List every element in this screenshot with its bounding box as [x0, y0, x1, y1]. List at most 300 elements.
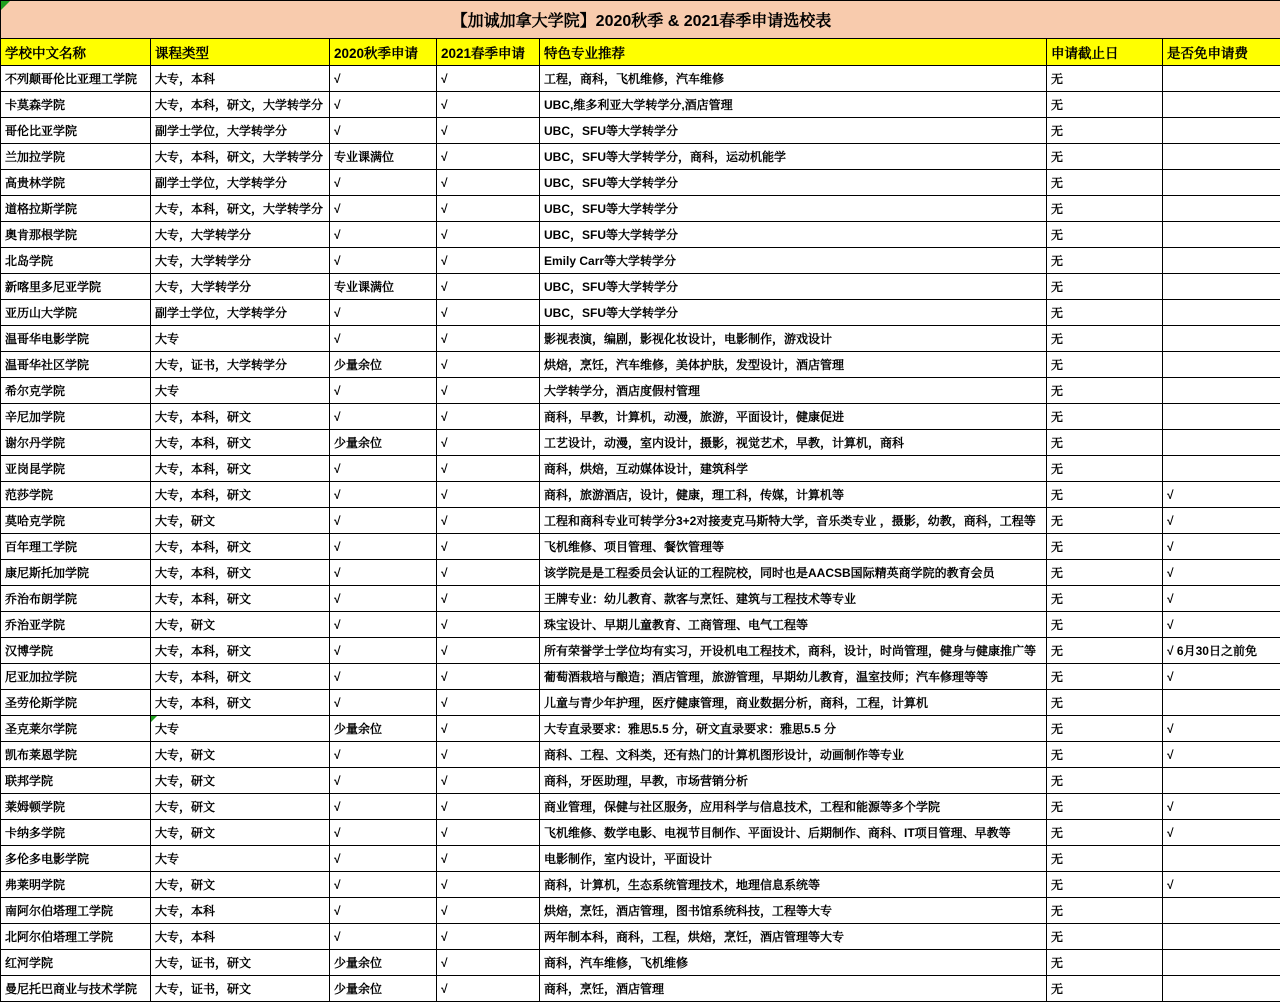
deadline-cell[interactable]: 无 [1047, 508, 1163, 534]
fee-waiver-cell[interactable] [1163, 898, 1280, 924]
school-name-cell[interactable]: 不列颠哥伦比亚理工学院 [1, 66, 151, 92]
fee-waiver-cell[interactable] [1163, 196, 1280, 222]
program-types-cell[interactable]: 大专，研文 [151, 768, 330, 794]
featured-majors-cell[interactable]: UBC，SFU等大学转学分 [540, 118, 1047, 144]
school-name-cell[interactable]: 范莎学院 [1, 482, 151, 508]
fee-waiver-cell[interactable] [1163, 300, 1280, 326]
spring-2021-application-cell[interactable]: √ [437, 170, 540, 196]
deadline-cell[interactable]: 无 [1047, 612, 1163, 638]
school-name-cell[interactable]: 谢尔丹学院 [1, 430, 151, 456]
school-name-cell[interactable]: 兰加拉学院 [1, 144, 151, 170]
fall-2020-application-cell[interactable]: √ [330, 118, 437, 144]
featured-majors-cell[interactable]: UBC，SFU等大学转学分 [540, 222, 1047, 248]
fall-2020-application-cell[interactable]: √ [330, 872, 437, 898]
deadline-cell[interactable]: 无 [1047, 456, 1163, 482]
fee-waiver-cell[interactable] [1163, 222, 1280, 248]
school-name-cell[interactable]: 圣克莱尔学院 [1, 716, 151, 742]
school-name-cell[interactable]: 莱姆顿学院 [1, 794, 151, 820]
program-types-cell[interactable]: 大专 [151, 716, 330, 742]
fall-2020-application-cell[interactable]: √ [330, 924, 437, 950]
table-row [1, 716, 1280, 742]
table-row [1, 300, 1280, 326]
table-row [1, 144, 1280, 170]
program-types-cell[interactable]: 副学士学位，大学转学分 [151, 170, 330, 196]
fall-2020-application-cell[interactable]: 专业课满位 [330, 144, 437, 170]
school-name-cell[interactable]: 多伦多电影学院 [1, 846, 151, 872]
fall-2020-application-cell[interactable]: √ [330, 222, 437, 248]
program-types-cell[interactable]: 大专，本科，研文，大学转学分 [151, 144, 330, 170]
featured-majors-cell[interactable]: 两年制本科，商科，工程，烘焙，烹饪，酒店管理等大专 [540, 924, 1047, 950]
spring-2021-application-cell[interactable]: √ [437, 768, 540, 794]
deadline-cell[interactable]: 无 [1047, 352, 1163, 378]
table-row [1, 508, 1280, 534]
table-row [1, 924, 1280, 950]
fall-2020-application-cell[interactable]: 少量余位 [330, 950, 437, 976]
table-row [1, 872, 1280, 898]
fall-2020-application-cell[interactable]: √ [330, 768, 437, 794]
deadline-cell[interactable]: 无 [1047, 976, 1163, 1002]
table-row [1, 118, 1280, 144]
spring-2021-application-cell[interactable]: √ [437, 976, 540, 1002]
fee-waiver-cell[interactable]: √ [1163, 742, 1280, 768]
featured-majors-cell[interactable]: 飞机维修、项目管理、餐饮管理等 [540, 534, 1047, 560]
featured-majors-cell[interactable]: 商科，早教，计算机，动漫，旅游，平面设计，健康促进 [540, 404, 1047, 430]
spring-2021-application-cell[interactable]: √ [437, 950, 540, 976]
school-name-cell[interactable]: 康尼斯托加学院 [1, 560, 151, 586]
column-header-fee-waiver[interactable]: 是否免申请费 [1163, 39, 1280, 66]
fall-2020-application-cell[interactable]: √ [330, 560, 437, 586]
spring-2021-application-cell[interactable]: √ [437, 638, 540, 664]
table-row [1, 92, 1280, 118]
deadline-cell[interactable]: 无 [1047, 404, 1163, 430]
spring-2021-application-cell[interactable]: √ [437, 898, 540, 924]
featured-majors-cell[interactable]: 商科，计算机，生态系统管理技术，地理信息系统等 [540, 872, 1047, 898]
table-row [1, 846, 1280, 872]
spring-2021-application-cell[interactable]: √ [437, 144, 540, 170]
program-types-cell[interactable]: 大专，研文 [151, 742, 330, 768]
featured-majors-cell[interactable]: 商科，牙医助理，早教，市场营销分析 [540, 768, 1047, 794]
school-name-cell[interactable]: 北阿尔伯塔理工学院 [1, 924, 151, 950]
column-header-school-name[interactable]: 学校中文名称 [1, 39, 151, 66]
fee-waiver-cell[interactable]: √ [1163, 560, 1280, 586]
featured-majors-cell[interactable]: UBC，SFU等大学转学分，商科，运动机能学 [540, 144, 1047, 170]
table-row [1, 742, 1280, 768]
school-name-cell[interactable]: 百年理工学院 [1, 534, 151, 560]
school-name-cell[interactable]: 亚历山大学院 [1, 300, 151, 326]
table-row [1, 976, 1280, 1002]
program-types-cell[interactable]: 大专，本科，研文 [151, 638, 330, 664]
featured-majors-cell[interactable]: UBC，SFU等大学转学分 [540, 274, 1047, 300]
featured-majors-cell[interactable]: 王牌专业：幼儿教育、款客与烹饪、建筑与工程技术等专业 [540, 586, 1047, 612]
fee-waiver-cell[interactable] [1163, 924, 1280, 950]
fee-waiver-cell[interactable]: √ [1163, 612, 1280, 638]
featured-majors-cell[interactable]: 工程，商科，飞机维修，汽车维修 [540, 66, 1047, 92]
deadline-cell[interactable]: 无 [1047, 638, 1163, 664]
deadline-cell[interactable]: 无 [1047, 482, 1163, 508]
spring-2021-application-cell[interactable]: √ [437, 560, 540, 586]
featured-majors-cell[interactable]: 珠宝设计、早期儿童教育、工商管理、电气工程等 [540, 612, 1047, 638]
header-row [1, 39, 1280, 66]
fee-waiver-cell[interactable] [1163, 378, 1280, 404]
spring-2021-application-cell[interactable]: √ [437, 664, 540, 690]
spring-2021-application-cell[interactable]: √ [437, 534, 540, 560]
table-row [1, 196, 1280, 222]
featured-majors-cell[interactable]: 电影制作，室内设计，平面设计 [540, 846, 1047, 872]
spring-2021-application-cell[interactable]: √ [437, 352, 540, 378]
fall-2020-application-cell[interactable]: 少量余位 [330, 430, 437, 456]
featured-majors-cell[interactable]: Emily Carr等大学转学分 [540, 248, 1047, 274]
spring-2021-application-cell[interactable]: √ [437, 872, 540, 898]
error-flag-icon [151, 716, 157, 722]
table-row [1, 404, 1280, 430]
fee-waiver-cell[interactable] [1163, 352, 1280, 378]
spring-2021-application-cell[interactable]: √ [437, 612, 540, 638]
program-types-cell[interactable]: 大专，本科，研文 [151, 690, 330, 716]
deadline-cell[interactable]: 无 [1047, 768, 1163, 794]
school-name-cell[interactable]: 尼亚加拉学院 [1, 664, 151, 690]
deadline-cell[interactable]: 无 [1047, 222, 1163, 248]
fall-2020-application-cell[interactable]: 少量余位 [330, 976, 437, 1002]
deadline-cell[interactable]: 无 [1047, 742, 1163, 768]
featured-majors-cell[interactable]: 工艺设计，动漫，室内设计，摄影，视觉艺术，早教，计算机，商科 [540, 430, 1047, 456]
fee-waiver-cell[interactable]: √ [1163, 664, 1280, 690]
deadline-cell[interactable]: 无 [1047, 300, 1163, 326]
featured-majors-cell[interactable]: UBC，SFU等大学转学分 [540, 170, 1047, 196]
spring-2021-application-cell[interactable]: √ [437, 430, 540, 456]
featured-majors-cell[interactable]: 大学转学分，酒店度假村管理 [540, 378, 1047, 404]
table-row [1, 586, 1280, 612]
featured-majors-cell[interactable]: UBC，SFU等大学转学分 [540, 300, 1047, 326]
table-row [1, 482, 1280, 508]
fall-2020-application-cell[interactable]: 少量余位 [330, 716, 437, 742]
featured-majors-cell[interactable]: 商科、工程、文科类，还有热门的计算机图形设计，动画制作等专业 [540, 742, 1047, 768]
deadline-cell[interactable]: 无 [1047, 716, 1163, 742]
table-row [1, 170, 1280, 196]
fee-waiver-cell[interactable]: √ [1163, 482, 1280, 508]
fall-2020-application-cell[interactable]: 少量余位 [330, 352, 437, 378]
school-name-cell[interactable]: 奥肯那根学院 [1, 222, 151, 248]
deadline-cell[interactable]: 无 [1047, 846, 1163, 872]
fall-2020-application-cell[interactable]: √ [330, 820, 437, 846]
deadline-cell[interactable]: 无 [1047, 664, 1163, 690]
program-types-cell[interactable]: 大专，研文 [151, 794, 330, 820]
table-row [1, 768, 1280, 794]
column-header-featured-majors[interactable]: 特色专业推荐 [540, 39, 1047, 66]
featured-majors-cell[interactable]: 飞机维修、数学电影、电视节目制作、平面设计、后期制作、商科、IT项目管理、早教等 [540, 820, 1047, 846]
featured-majors-cell[interactable]: 商科，汽车维修，飞机维修 [540, 950, 1047, 976]
program-types-cell[interactable]: 大专，证书，研文 [151, 976, 330, 1002]
fee-waiver-cell[interactable] [1163, 92, 1280, 118]
deadline-cell[interactable]: 无 [1047, 560, 1163, 586]
fall-2020-application-cell[interactable]: √ [330, 196, 437, 222]
program-types-cell[interactable]: 大专，本科，研文 [151, 482, 330, 508]
spring-2021-application-cell[interactable]: √ [437, 924, 540, 950]
spring-2021-application-cell[interactable]: √ [437, 92, 540, 118]
spring-2021-application-cell[interactable]: √ [437, 248, 540, 274]
program-types-cell[interactable]: 大专，本科，研文 [151, 430, 330, 456]
deadline-cell[interactable]: 无 [1047, 586, 1163, 612]
fall-2020-application-cell[interactable]: √ [330, 534, 437, 560]
spring-2021-application-cell[interactable]: √ [437, 508, 540, 534]
spring-2021-application-cell[interactable]: √ [437, 846, 540, 872]
program-types-cell[interactable]: 大专，研文 [151, 820, 330, 846]
fall-2020-application-cell[interactable]: 专业课满位 [330, 274, 437, 300]
school-name-cell[interactable]: 乔治亚学院 [1, 612, 151, 638]
program-types-cell[interactable]: 大专，本科，研文 [151, 560, 330, 586]
title-row [1, 1, 1280, 39]
deadline-cell[interactable]: 无 [1047, 950, 1163, 976]
school-name-cell[interactable]: 汉博学院 [1, 638, 151, 664]
school-name-cell[interactable]: 哥伦比亚学院 [1, 118, 151, 144]
school-name-cell[interactable]: 高贵林学院 [1, 170, 151, 196]
featured-majors-cell[interactable]: 烘焙，烹饪，酒店管理，图书馆系统科技，工程等大专 [540, 898, 1047, 924]
title-cell[interactable] [1, 1, 1280, 39]
program-types-cell[interactable]: 大专，证书，研文 [151, 950, 330, 976]
table-row [1, 352, 1280, 378]
school-name-cell[interactable]: 弗莱明学院 [1, 872, 151, 898]
fee-waiver-cell[interactable] [1163, 170, 1280, 196]
program-types-cell[interactable]: 大专，大学转学分 [151, 222, 330, 248]
table-row [1, 456, 1280, 482]
featured-majors-cell[interactable]: 影视表演，编剧，影视化妆设计，电影制作，游戏设计 [540, 326, 1047, 352]
fee-waiver-cell[interactable]: √ 6月30日之前免 [1163, 638, 1280, 664]
table-row [1, 560, 1280, 586]
featured-majors-cell[interactable]: 葡萄酒栽培与酿造；酒店管理，旅游管理，早期幼儿教育，温室技师；汽车修理等等 [540, 664, 1047, 690]
program-types-cell[interactable]: 大专，本科，研文 [151, 586, 330, 612]
fall-2020-application-cell[interactable]: √ [330, 66, 437, 92]
featured-majors-cell[interactable]: 该学院是是工程委员会认证的工程院校，同时也是AACSB国际精英商学院的教育会员 [540, 560, 1047, 586]
spring-2021-application-cell[interactable]: √ [437, 378, 540, 404]
fee-waiver-cell[interactable]: √ [1163, 716, 1280, 742]
page-title: 【加诚加拿大学院】2020秋季 & 2021春季申请选校表 [451, 13, 832, 30]
fee-waiver-cell[interactable] [1163, 118, 1280, 144]
school-name-cell[interactable]: 莫哈克学院 [1, 508, 151, 534]
program-types-cell[interactable]: 大专，本科，研文 [151, 534, 330, 560]
table-row [1, 66, 1280, 92]
program-types-cell[interactable]: 大专，本科，研文，大学转学分 [151, 92, 330, 118]
fall-2020-application-cell[interactable]: √ [330, 612, 437, 638]
fee-waiver-cell[interactable]: √ [1163, 820, 1280, 846]
spring-2021-application-cell[interactable]: √ [437, 716, 540, 742]
table-row [1, 326, 1280, 352]
fee-waiver-cell[interactable] [1163, 690, 1280, 716]
deadline-cell[interactable]: 无 [1047, 66, 1163, 92]
deadline-cell[interactable]: 无 [1047, 196, 1163, 222]
fall-2020-application-cell[interactable]: √ [330, 456, 437, 482]
deadline-cell[interactable]: 无 [1047, 326, 1163, 352]
school-name-cell[interactable]: 卡莫森学院 [1, 92, 151, 118]
featured-majors-cell[interactable]: 工程和商科专业可转学分3+2对接麦克马斯特大学，音乐类专业 ，摄影，幼教，商科，工程等 [540, 508, 1047, 534]
fall-2020-application-cell[interactable]: √ [330, 248, 437, 274]
school-name-cell[interactable]: 道格拉斯学院 [1, 196, 151, 222]
deadline-cell[interactable]: 无 [1047, 274, 1163, 300]
featured-majors-cell[interactable]: 儿童与青少年护理，医疗健康管理，商业数据分析，商科，工程，计算机 [540, 690, 1047, 716]
program-types-cell[interactable]: 大专，本科，研文 [151, 404, 330, 430]
program-types-cell[interactable]: 大专，本科 [151, 898, 330, 924]
spring-2021-application-cell[interactable]: √ [437, 300, 540, 326]
school-name-cell[interactable]: 曼尼托巴商业与技术学院 [1, 976, 151, 1002]
spring-2021-application-cell[interactable]: √ [437, 222, 540, 248]
table-row [1, 378, 1280, 404]
table-row [1, 898, 1280, 924]
fall-2020-application-cell[interactable]: √ [330, 586, 437, 612]
featured-majors-cell[interactable]: 烘焙，烹饪，汽车维修，美体护肤，发型设计，酒店管理 [540, 352, 1047, 378]
table-row [1, 222, 1280, 248]
school-name-cell[interactable]: 亚岗昆学院 [1, 456, 151, 482]
deadline-cell[interactable]: 无 [1047, 690, 1163, 716]
deadline-cell[interactable]: 无 [1047, 92, 1163, 118]
fall-2020-application-cell[interactable]: √ [330, 170, 437, 196]
table-body [1, 66, 1280, 1002]
program-types-cell[interactable]: 副学士学位，大学转学分 [151, 118, 330, 144]
featured-majors-cell[interactable]: 商科，烘焙，互动媒体设计，建筑科学 [540, 456, 1047, 482]
school-name-cell[interactable]: 乔治布朗学院 [1, 586, 151, 612]
program-types-cell[interactable]: 大专，本科，研文 [151, 456, 330, 482]
table-row [1, 612, 1280, 638]
fee-waiver-cell[interactable] [1163, 846, 1280, 872]
deadline-cell[interactable]: 无 [1047, 118, 1163, 144]
featured-majors-cell[interactable]: 所有荣誉学士学位均有实习，开设机电工程技术，商科，设计，时尚管理，健身与健康推广等 [540, 638, 1047, 664]
fall-2020-application-cell[interactable]: √ [330, 794, 437, 820]
program-types-cell[interactable]: 大专，大学转学分 [151, 248, 330, 274]
spring-2021-application-cell[interactable]: √ [437, 66, 540, 92]
fee-waiver-cell[interactable] [1163, 768, 1280, 794]
program-types-cell[interactable]: 大专 [151, 378, 330, 404]
table-row [1, 638, 1280, 664]
featured-majors-cell[interactable]: UBC,维多利亚大学转学分,酒店管理 [540, 92, 1047, 118]
deadline-cell[interactable]: 无 [1047, 820, 1163, 846]
spring-2021-application-cell[interactable]: √ [437, 586, 540, 612]
table-row [1, 274, 1280, 300]
school-name-cell[interactable]: 圣劳伦斯学院 [1, 690, 151, 716]
spring-2021-application-cell[interactable]: √ [437, 794, 540, 820]
program-types-cell[interactable]: 大专 [151, 326, 330, 352]
fee-waiver-cell[interactable] [1163, 274, 1280, 300]
program-types-cell[interactable]: 大专，研文 [151, 872, 330, 898]
error-flag-icon [1, 1, 10, 10]
featured-majors-cell[interactable]: 大专直录要求：雅思5.5 分，研文直录要求：雅思5.5 分 [540, 716, 1047, 742]
table-row [1, 664, 1280, 690]
school-name-cell[interactable]: 辛尼加学院 [1, 404, 151, 430]
fee-waiver-cell[interactable] [1163, 950, 1280, 976]
deadline-cell[interactable]: 无 [1047, 794, 1163, 820]
table-row [1, 248, 1280, 274]
program-types-cell[interactable]: 大专 [151, 846, 330, 872]
fall-2020-application-cell[interactable]: √ [330, 482, 437, 508]
fee-waiver-cell[interactable] [1163, 144, 1280, 170]
program-types-cell[interactable]: 大专，大学转学分 [151, 274, 330, 300]
fee-waiver-cell[interactable]: √ [1163, 794, 1280, 820]
fee-waiver-cell[interactable]: √ [1163, 508, 1280, 534]
spring-2021-application-cell[interactable]: √ [437, 274, 540, 300]
fall-2020-application-cell[interactable]: √ [330, 378, 437, 404]
school-name-cell[interactable]: 凯布莱恩学院 [1, 742, 151, 768]
fee-waiver-cell[interactable]: √ [1163, 586, 1280, 612]
fall-2020-application-cell[interactable]: √ [330, 846, 437, 872]
program-types-cell[interactable]: 大专，本科，研文，大学转学分 [151, 196, 330, 222]
deadline-cell[interactable]: 无 [1047, 144, 1163, 170]
program-types-cell[interactable]: 大专，本科 [151, 66, 330, 92]
school-name-cell[interactable]: 新喀里多尼亚学院 [1, 274, 151, 300]
fee-waiver-cell[interactable] [1163, 248, 1280, 274]
deadline-cell[interactable]: 无 [1047, 248, 1163, 274]
school-name-cell[interactable]: 温哥华社区学院 [1, 352, 151, 378]
fall-2020-application-cell[interactable]: √ [330, 664, 437, 690]
featured-majors-cell[interactable]: UBC，SFU等大学转学分 [540, 196, 1047, 222]
program-types-cell[interactable]: 大专，本科 [151, 924, 330, 950]
deadline-cell[interactable]: 无 [1047, 534, 1163, 560]
column-header-spring-2021[interactable]: 2021春季申请 [437, 39, 540, 66]
table-row [1, 794, 1280, 820]
fee-waiver-cell[interactable] [1163, 326, 1280, 352]
fall-2020-application-cell[interactable]: √ [330, 638, 437, 664]
fall-2020-application-cell[interactable]: √ [330, 508, 437, 534]
deadline-cell[interactable]: 无 [1047, 872, 1163, 898]
column-header-program-types[interactable]: 课程类型 [151, 39, 330, 66]
fee-waiver-cell[interactable] [1163, 430, 1280, 456]
program-types-cell[interactable]: 大专，本科，研文 [151, 664, 330, 690]
program-types-cell[interactable]: 大专，研文 [151, 508, 330, 534]
spring-2021-application-cell[interactable]: √ [437, 326, 540, 352]
deadline-cell[interactable]: 无 [1047, 378, 1163, 404]
spring-2021-application-cell[interactable]: √ [437, 742, 540, 768]
fall-2020-application-cell[interactable]: √ [330, 92, 437, 118]
fall-2020-application-cell[interactable]: √ [330, 742, 437, 768]
school-name-cell[interactable]: 卡纳多学院 [1, 820, 151, 846]
deadline-cell[interactable]: 无 [1047, 924, 1163, 950]
spring-2021-application-cell[interactable]: √ [437, 196, 540, 222]
table-row [1, 690, 1280, 716]
fee-waiver-cell[interactable] [1163, 976, 1280, 1002]
column-header-fall-2020[interactable]: 2020秋季申请 [330, 39, 437, 66]
fall-2020-application-cell[interactable]: √ [330, 326, 437, 352]
deadline-cell[interactable]: 无 [1047, 430, 1163, 456]
spring-2021-application-cell[interactable]: √ [437, 404, 540, 430]
school-name-cell[interactable]: 希尔克学院 [1, 378, 151, 404]
program-types-cell[interactable]: 大专，证书，大学转学分 [151, 352, 330, 378]
spring-2021-application-cell[interactable]: √ [437, 820, 540, 846]
program-types-cell[interactable]: 大专，研文 [151, 612, 330, 638]
fee-waiver-cell[interactable]: √ [1163, 534, 1280, 560]
spring-2021-application-cell[interactable]: √ [437, 482, 540, 508]
spring-2021-application-cell[interactable]: √ [437, 456, 540, 482]
school-name-cell[interactable]: 联邦学院 [1, 768, 151, 794]
fall-2020-application-cell[interactable]: √ [330, 690, 437, 716]
fall-2020-application-cell[interactable]: √ [330, 404, 437, 430]
school-name-cell[interactable]: 北岛学院 [1, 248, 151, 274]
spring-2021-application-cell[interactable]: √ [437, 690, 540, 716]
school-name-cell[interactable]: 南阿尔伯塔理工学院 [1, 898, 151, 924]
deadline-cell[interactable]: 无 [1047, 170, 1163, 196]
fall-2020-application-cell[interactable]: √ [330, 300, 437, 326]
featured-majors-cell[interactable]: 商业管理，保健与社区服务，应用科学与信息技术，工程和能源等多个学院 [540, 794, 1047, 820]
spring-2021-application-cell[interactable]: √ [437, 118, 540, 144]
table-row [1, 950, 1280, 976]
school-name-cell[interactable]: 红河学院 [1, 950, 151, 976]
fee-waiver-cell[interactable]: √ [1163, 872, 1280, 898]
column-header-deadline[interactable]: 申请截止日 [1047, 39, 1163, 66]
table-row [1, 534, 1280, 560]
featured-majors-cell[interactable]: 商科，烹饪，酒店管理 [540, 976, 1047, 1002]
fee-waiver-cell[interactable] [1163, 456, 1280, 482]
fee-waiver-cell[interactable] [1163, 66, 1280, 92]
school-name-cell[interactable]: 温哥华电影学院 [1, 326, 151, 352]
featured-majors-cell[interactable]: 商科，旅游酒店，设计，健康，理工科，传媒，计算机等 [540, 482, 1047, 508]
fall-2020-application-cell[interactable]: √ [330, 898, 437, 924]
program-types-cell[interactable]: 副学士学位，大学转学分 [151, 300, 330, 326]
fee-waiver-cell[interactable] [1163, 404, 1280, 430]
deadline-cell[interactable]: 无 [1047, 898, 1163, 924]
